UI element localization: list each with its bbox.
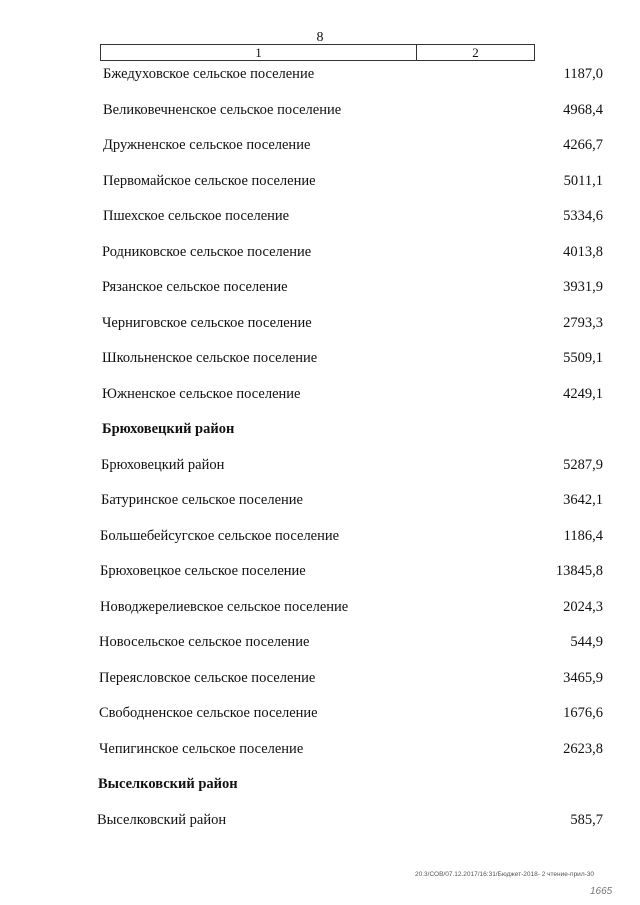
amount-value: 13845,8 [555, 563, 603, 579]
table-row [0, 208, 640, 230]
table-row [0, 705, 640, 727]
table-row [0, 741, 640, 763]
table-row [0, 244, 640, 266]
handwritten-stamp: 1665 [590, 886, 613, 897]
settlement-name: Брюховецкое сельское поселение [100, 563, 306, 579]
column-header-2: 2 [472, 45, 479, 60]
amount-value: 1187,0 [563, 66, 603, 82]
table-row [0, 563, 640, 585]
amount-value: 5287,9 [563, 456, 603, 473]
amount-value: 3931,9 [563, 279, 603, 295]
settlement-name: Пшехское сельское поселение [103, 208, 290, 224]
section-heading-row [0, 776, 640, 798]
page-number: 8 [316, 30, 324, 45]
table-row [0, 279, 640, 301]
settlement-name: Черниговское сельское поселение [102, 314, 312, 331]
amount-value: 3465,9 [563, 669, 603, 686]
amount-value: 5509,1 [563, 350, 603, 366]
table-row [0, 66, 640, 88]
column-header-1: 1 [101, 45, 417, 60]
settlement-name: Чепигинское сельское поселение [99, 740, 304, 757]
settlement-name: Школьненское сельское поселение [102, 350, 318, 366]
settlement-name: Южненское сельское поселение [102, 385, 301, 402]
settlement-name: Выселковский район [97, 811, 227, 828]
amount-value: 2024,3 [563, 598, 603, 615]
settlement-name: Свободненское сельское поселение [99, 705, 318, 721]
table-row [0, 102, 640, 124]
settlement-name: Дружненское сельское поселение [103, 137, 311, 153]
amount-value: 2793,3 [563, 314, 603, 331]
table-row [0, 492, 640, 514]
settlement-name: Батуринское сельское поселение [101, 492, 303, 508]
settlement-name: Большебейсугское сельское поселение [100, 527, 340, 544]
settlement-name: Новосельское сельское поселение [99, 634, 310, 650]
section-heading: Брюховецкий район [102, 421, 235, 437]
table-row [0, 457, 640, 479]
amount-value: 1186,4 [563, 527, 603, 544]
amount-value: 544,9 [570, 634, 603, 650]
amount-value: 2623,8 [563, 740, 603, 757]
settlement-name: Родниковское сельское поселение [102, 243, 312, 260]
table-row [0, 634, 640, 656]
settlement-name: Рязанское сельское поселение [102, 279, 288, 295]
table-row [0, 137, 640, 159]
amount-value: 4266,7 [563, 137, 603, 153]
settlement-name: Брюховецкий район [101, 456, 225, 473]
amount-value: 4013,8 [563, 243, 603, 260]
settlement-name: Бжедуховское сельское поселение [103, 66, 315, 82]
amount-value: 4968,4 [563, 101, 603, 118]
amount-value: 585,7 [570, 811, 603, 828]
table-row [0, 315, 640, 337]
table-row [0, 528, 640, 550]
settlement-name: Великовечненское сельское поселение [103, 101, 342, 118]
column-header-row [100, 44, 535, 61]
table-row [0, 812, 640, 834]
table-row [0, 173, 640, 195]
settlement-name: Новоджерелиевское сельское поселение [100, 598, 349, 615]
settlement-name: Первомайское сельское поселение [103, 172, 316, 189]
section-heading-row [0, 421, 640, 443]
table-row [0, 350, 640, 372]
table-row [0, 386, 640, 408]
table-row [0, 599, 640, 621]
amount-value: 5011,1 [563, 172, 603, 189]
settlement-name: Переясловское сельское поселение [99, 669, 316, 686]
amount-value: 3642,1 [563, 492, 603, 508]
amount-value: 1676,6 [563, 705, 603, 721]
amount-value: 4249,1 [563, 385, 603, 402]
table-row [0, 670, 640, 692]
amount-value: 5334,6 [563, 208, 603, 224]
footer-filepath: 20.3/СОВ/07.12.2017/16:31/Бюджет-2018- 2 чтение-прил-30 [415, 871, 595, 878]
section-heading: Выселковский район [98, 776, 238, 792]
